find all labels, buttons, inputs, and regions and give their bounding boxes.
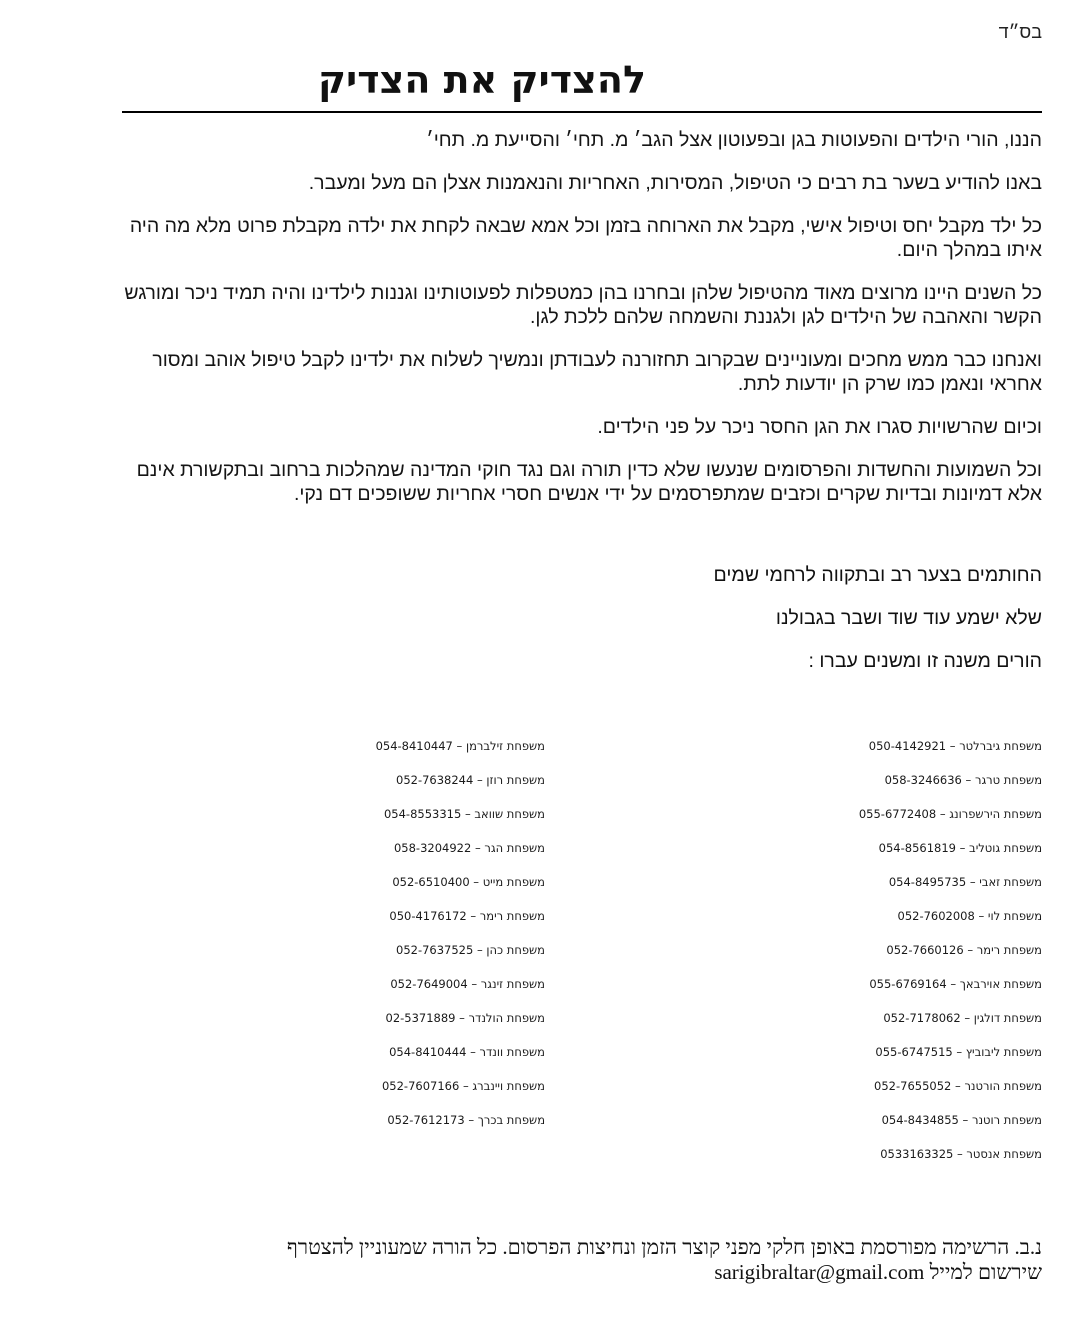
family-entry — [859, 941, 1042, 975]
family-entry — [376, 873, 545, 907]
phone-number: 052-7660126 — [886, 943, 964, 957]
phone-number: 02-5371889 — [385, 1011, 456, 1025]
family-entry — [376, 737, 545, 771]
family-name: משפחת בכרך — [477, 1113, 545, 1127]
phone-number: 055-6747515 — [875, 1045, 953, 1059]
family-entry — [859, 839, 1042, 873]
family-name: משפחת גיברלטר — [959, 739, 1042, 753]
family-entry — [859, 907, 1042, 941]
signoff-line: שלא ישמע עוד שוד ושבר בגבולנו — [775, 607, 1042, 629]
family-name: משפחת זאבי — [979, 875, 1042, 889]
separator: – — [960, 1011, 974, 1025]
family-entry — [376, 1077, 545, 1111]
family-entry — [859, 1111, 1042, 1145]
separator: – — [946, 977, 960, 991]
family-name: משפחת רוזן — [486, 773, 545, 787]
family-name: משפחת ליבוביץ — [965, 1045, 1042, 1059]
signoff — [714, 563, 1042, 692]
family-name: משפחת שוואב — [474, 807, 545, 821]
separator: – — [466, 1045, 480, 1059]
family-column-right — [859, 737, 1042, 1179]
separator: – — [946, 739, 960, 753]
family-entry — [859, 1043, 1042, 1077]
header-mark: בס״ד — [998, 22, 1042, 42]
phone-number: 054-8495735 — [888, 875, 967, 889]
separator: – — [459, 1079, 473, 1093]
family-name: משפחת הורטנר — [964, 1079, 1042, 1093]
phone-number: 052-7607166 — [381, 1079, 460, 1093]
separator: – — [473, 943, 487, 957]
family-entry — [376, 771, 545, 805]
family-column-left — [376, 737, 545, 1145]
phone-number: 052-7637525 — [396, 943, 474, 957]
separator: – — [464, 1113, 478, 1127]
paragraph: הננו, הורי הילדים והפעוטות בגן ובפעוטון אצל הגב׳ מ. תחי׳ והסייעת מ. תחי׳ — [426, 129, 1042, 151]
contact-email[interactable]: sarigibraltar@gmail.com — [714, 1260, 925, 1284]
separator: – — [951, 1079, 965, 1093]
signoff-line: הורים משנה זו ומשנים עברו : — [808, 650, 1042, 672]
phone-number: 054-8553315 — [383, 807, 462, 821]
separator: – — [953, 1147, 967, 1161]
family-name: משפחת וונדר — [479, 1045, 545, 1059]
paragraph: כל ילד מקבל יחס וטיפול אישי, מקבל את הארוחה בזמן וכל אמא שבאה לקחת את ילדה מקבלת פרוט מלא מה היה איתו במהלך היום. — [129, 215, 1042, 261]
separator: – — [936, 807, 950, 821]
separator: – — [466, 909, 480, 923]
family-entry — [376, 839, 545, 873]
family-entry — [859, 975, 1042, 1009]
phone-number: 052-7612173 — [387, 1113, 465, 1127]
phone-number: 052-7655052 — [874, 1079, 952, 1093]
family-entry — [376, 1111, 545, 1145]
family-name: משפחת זינגר — [480, 977, 545, 991]
separator: – — [958, 1113, 972, 1127]
family-name: משפחת רוטנר — [971, 1113, 1042, 1127]
family-entry — [859, 805, 1042, 839]
family-name: משפחת גוטליב — [969, 841, 1042, 855]
phone-number: 052-6510400 — [392, 875, 470, 889]
family-entry — [859, 771, 1042, 805]
phone-number: 058-3204922 — [393, 841, 472, 855]
family-name: משפחת טרגר — [974, 773, 1042, 787]
family-entry — [376, 1043, 545, 1077]
family-name: משפחת דולגין — [973, 1011, 1042, 1025]
family-entry — [376, 1009, 545, 1043]
phone-number: 050-4176172 — [389, 909, 467, 923]
separator: – — [469, 875, 483, 889]
separator: – — [467, 977, 481, 991]
signoff-line: החותמים בצער רב ובתקווה לרחמי שמים — [713, 564, 1042, 586]
family-name: משפחת ויינברג — [472, 1079, 545, 1093]
separator: – — [471, 841, 485, 855]
footer-registration — [162, 1260, 1042, 1285]
family-entry — [376, 975, 545, 1009]
phone-number: 052-7649004 — [390, 977, 468, 991]
family-entry — [859, 737, 1042, 771]
family-entry — [859, 1145, 1042, 1179]
family-entry — [376, 907, 545, 941]
phone-number: 054-8410444 — [389, 1045, 467, 1059]
separator: – — [974, 909, 988, 923]
phone-number: 050-4142921 — [868, 739, 947, 753]
footer-note-text: נ.ב. הרשימה מפורסמת באופן חלקי מפני קוצר הזמן ונחיצות הפרסום. כל הורה שמעוניין להצטרף — [286, 1235, 1042, 1259]
phone-number: 055-6772408 — [858, 807, 937, 821]
family-entry — [376, 941, 545, 975]
page-title: להצדיק את הצדיק — [318, 58, 646, 102]
separator: – — [961, 773, 975, 787]
family-name: משפחת אנסטר — [966, 1147, 1042, 1161]
paragraph: ואנחנו כבר ממש מחכים ומעוניינים שבקרוב תחזורנה לעבודתן ונמשיך לשלוח את ילדינו לקבל טיפול אוהב ומסור אחראי ונאמן כמו שרק הן יודעות לתת. — [152, 349, 1042, 395]
separator: – — [952, 1045, 966, 1059]
footer-note — [162, 1235, 1042, 1285]
separator: – — [473, 773, 487, 787]
phone-number: 054-8561819 — [878, 841, 956, 855]
separator: – — [461, 807, 475, 821]
phone-number: 054-8410447 — [375, 739, 453, 753]
family-entry — [859, 873, 1042, 907]
family-name: משפחת לוי — [987, 909, 1042, 923]
separator: – — [455, 1011, 469, 1025]
family-name: משפחת הולנדר — [468, 1011, 545, 1025]
phone-number: 054-8434855 — [881, 1113, 959, 1127]
phone-number: 0533163325 — [880, 1147, 954, 1161]
family-name: משפחת הגר — [484, 841, 545, 855]
separator: – — [963, 943, 977, 957]
separator: – — [955, 841, 970, 855]
phone-number: 055-6769164 — [869, 977, 947, 991]
phone-number: 052-7638244 — [396, 773, 474, 787]
family-name: משפחת מייט — [482, 875, 545, 889]
paragraph: וכיום שהרשויות סגרו את הגן החסר ניכר על פני הילדים. — [597, 416, 1042, 438]
family-entry — [859, 1009, 1042, 1043]
family-name: משפחת רימר — [976, 943, 1042, 957]
paragraph: באנו להודיע בשער בת רבים כי הטיפול, המסירות, האחריות והנאמנות אצלן הם מעל ומעבר. — [308, 172, 1042, 194]
phone-number: 052-7602008 — [897, 909, 975, 923]
family-name: משפחת כהן — [486, 943, 545, 957]
phone-number: 058-3246636 — [884, 773, 962, 787]
family-entry — [376, 805, 545, 839]
family-name: משפחת רימר — [479, 909, 545, 923]
family-name: משפחת אוירבאך — [959, 977, 1042, 991]
separator: – — [452, 739, 466, 753]
family-entry — [859, 1077, 1042, 1111]
paragraph: כל השנים היינו מרוצים מאוד מהטיפול שלהן ובחרנו בהן כמטפלות לפעוטותינו וגננות לילדינו והיה תמיד ניכר ומורגש הקשר והאהבה של הילדים לגן ולגננת והשמחה שלהם ללכת לגן. — [124, 282, 1042, 328]
family-name: משפחת הירשפרונג — [949, 807, 1042, 821]
letter-body — [122, 128, 1042, 525]
paragraph: וכל השמועות והחשדות והפרסומים שנעשו שלא כדין תורה וגם נגד חוקי המדינה שמהלכות ברחוב ובתקשורת אינם אלא דמיונות ובדיות שקרים וכזבים שמתפרסמים על ידי אנשים חסרי אחריות ששופכים דם נקי. — [136, 459, 1042, 505]
registration-prefix: שירשום למייל — [929, 1260, 1042, 1284]
family-name: משפחת זילברמן — [465, 739, 545, 753]
separator: – — [966, 875, 980, 889]
phone-number: 052-7178062 — [883, 1011, 961, 1025]
title-divider — [122, 111, 1042, 113]
